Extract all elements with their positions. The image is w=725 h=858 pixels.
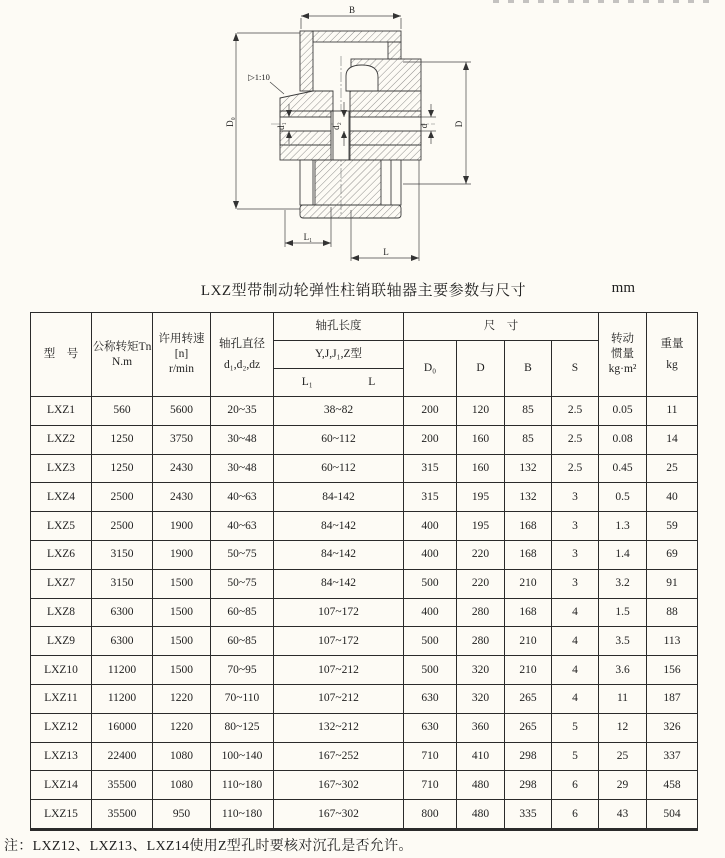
cell-S: 3: [552, 540, 599, 569]
cell-speed: 2430: [153, 454, 211, 483]
cell-S: 4: [552, 684, 599, 713]
col-header-inertia: 转动 惯量 kg·m²: [599, 313, 647, 397]
cell-bore_len: 60~112: [274, 454, 404, 483]
cell-inertia: 1.3: [599, 512, 647, 541]
cell-D0: 500: [404, 656, 457, 685]
cell-speed: 1500: [153, 569, 211, 598]
cell-torque: 11200: [92, 684, 153, 713]
cell-bore_dia: 70~110: [211, 684, 274, 713]
cell-weight: 69: [647, 540, 698, 569]
table-header: [31, 313, 698, 397]
cell-D: 480: [457, 771, 505, 800]
cell-B: 85: [505, 397, 552, 426]
cell-model: LXZ9: [31, 627, 92, 656]
cell-speed: 1080: [153, 742, 211, 771]
cell-torque: 560: [92, 397, 153, 426]
cell-weight: 504: [647, 800, 698, 830]
col-header-B: B: [505, 341, 552, 397]
table-row: [31, 771, 698, 800]
footnote: 注：LXZ12、LXZ13、LXZ14使用Z型孔时要核对沉孔是否允许。: [4, 839, 413, 854]
col-header-L: L: [368, 376, 376, 389]
cell-inertia: 0.5: [599, 483, 647, 512]
cell-D: 280: [457, 627, 505, 656]
cell-bore_dia: 110~180: [211, 771, 274, 800]
cell-inertia: 3.2: [599, 569, 647, 598]
cell-S: 6: [552, 771, 599, 800]
cell-model: LXZ15: [31, 800, 92, 830]
cell-torque: 6300: [92, 627, 153, 656]
cell-weight: 458: [647, 771, 698, 800]
cell-weight: 11: [647, 397, 698, 426]
cell-D0: 500: [404, 569, 457, 598]
col-header-L1: L₁: [301, 376, 313, 389]
cell-torque: 16000: [92, 713, 153, 742]
cell-B: 85: [505, 425, 552, 454]
cell-model: LXZ11: [31, 684, 92, 713]
cell-bore_len: 60~112: [274, 425, 404, 454]
cell-torque: 22400: [92, 742, 153, 771]
cell-bore_len: 84~142: [274, 512, 404, 541]
cell-bore_len: 84~142: [274, 569, 404, 598]
cell-weight: 326: [647, 713, 698, 742]
cell-speed: 3750: [153, 425, 211, 454]
cell-bore_dia: 110~180: [211, 800, 274, 830]
cell-speed: 1220: [153, 713, 211, 742]
cell-bore_len: 167~252: [274, 742, 404, 771]
cell-bore_len: 38~82: [274, 397, 404, 426]
col-header-model: 型 号: [31, 313, 92, 397]
cell-speed: 1900: [153, 512, 211, 541]
cell-model: LXZ10: [31, 656, 92, 685]
cell-torque: 1250: [92, 454, 153, 483]
cell-inertia: 29: [599, 771, 647, 800]
cell-model: LXZ1: [31, 397, 92, 426]
cell-B: 168: [505, 598, 552, 627]
cell-S: 4: [552, 656, 599, 685]
cell-inertia: 1.5: [599, 598, 647, 627]
cell-speed: 1500: [153, 627, 211, 656]
cell-speed: 1080: [153, 771, 211, 800]
col-header-S: S: [552, 341, 599, 397]
cell-torque: 35500: [92, 800, 153, 830]
cell-bore_len: 107~212: [274, 656, 404, 685]
pin-head-dome: [346, 65, 378, 91]
cell-bore_dia: 60~85: [211, 598, 274, 627]
cell-weight: 337: [647, 742, 698, 771]
cell-inertia: 0.05: [599, 397, 647, 426]
cell-S: 5: [552, 742, 599, 771]
cell-bore_len: 107~172: [274, 598, 404, 627]
col-header-weight: 重量 kg: [647, 313, 698, 397]
cell-model: LXZ12: [31, 713, 92, 742]
cell-D: 220: [457, 540, 505, 569]
dim-label-d2: d₂: [331, 122, 341, 130]
cell-bore_dia: 80~125: [211, 713, 274, 742]
cell-model: LXZ2: [31, 425, 92, 454]
cell-inertia: 1.4: [599, 540, 647, 569]
cell-D: 195: [457, 483, 505, 512]
cell-D0: 200: [404, 425, 457, 454]
table-row: [31, 454, 698, 483]
cell-torque: 11200: [92, 656, 153, 685]
title-row: [30, 279, 697, 299]
col-header-D: D: [457, 341, 505, 397]
bottom-cap: [300, 205, 401, 218]
cell-speed: 1900: [153, 540, 211, 569]
cell-model: LXZ6: [31, 540, 92, 569]
col-header-L1-L: [274, 369, 404, 397]
cell-bore_dia: 60~85: [211, 627, 274, 656]
cell-B: 210: [505, 656, 552, 685]
cell-S: 3: [552, 483, 599, 512]
cell-B: 168: [505, 540, 552, 569]
cell-bore_dia: 100~140: [211, 742, 274, 771]
cell-speed: 5600: [153, 397, 211, 426]
cell-B: 265: [505, 713, 552, 742]
dim-label-L1: L₁: [303, 232, 313, 242]
dim-label-taper: ▷1:10: [248, 72, 270, 82]
table-row: [31, 483, 698, 512]
cell-speed: 1500: [153, 656, 211, 685]
cell-B: 298: [505, 771, 552, 800]
cell-S: 4: [552, 627, 599, 656]
table-row: [31, 800, 698, 830]
cell-torque: 35500: [92, 771, 153, 800]
cell-D: 160: [457, 454, 505, 483]
cell-weight: 14: [647, 425, 698, 454]
cell-B: 132: [505, 454, 552, 483]
cell-D: 120: [457, 397, 505, 426]
cell-D0: 400: [404, 540, 457, 569]
cell-S: 3: [552, 512, 599, 541]
cell-B: 298: [505, 742, 552, 771]
cell-bore_len: 167~302: [274, 800, 404, 830]
elastic-pin-shank: [333, 111, 349, 160]
cell-torque: 2500: [92, 512, 153, 541]
page-title: LXZ型带制动轮弹性柱销联轴器主要参数与尺寸: [200, 283, 527, 299]
cell-weight: 156: [647, 656, 698, 685]
cell-bore_dia: 30~48: [211, 454, 274, 483]
cell-torque: 3150: [92, 569, 153, 598]
cell-model: LXZ3: [31, 454, 92, 483]
cell-bore_dia: 40~63: [211, 483, 274, 512]
col-header-speed: 许用转速 [n] r/min: [153, 313, 211, 397]
section-shapes: [280, 31, 421, 218]
cell-B: 265: [505, 684, 552, 713]
cell-bore_len: 132~212: [274, 713, 404, 742]
cell-D0: 315: [404, 454, 457, 483]
cell-D: 320: [457, 656, 505, 685]
cell-bore_len: 107~212: [274, 684, 404, 713]
cell-S: 2.5: [552, 397, 599, 426]
cell-model: LXZ5: [31, 512, 92, 541]
cell-D0: 200: [404, 397, 457, 426]
table-row: [31, 397, 698, 426]
cell-model: LXZ4: [31, 483, 92, 512]
table-row: [31, 656, 698, 685]
cell-bore_dia: 70~95: [211, 656, 274, 685]
cell-inertia: 0.45: [599, 454, 647, 483]
cell-D: 320: [457, 684, 505, 713]
cell-speed: 1220: [153, 684, 211, 713]
cell-inertia: 0.08: [599, 425, 647, 454]
col-header-torque: 公称转矩Tn N.m: [92, 313, 153, 397]
cell-S: 6: [552, 800, 599, 830]
dim-label-L: L: [383, 247, 389, 257]
cell-D: 360: [457, 713, 505, 742]
cell-D0: 400: [404, 598, 457, 627]
cell-B: 168: [505, 512, 552, 541]
cell-D0: 710: [404, 742, 457, 771]
cell-weight: 113: [647, 627, 698, 656]
cell-B: 210: [505, 569, 552, 598]
table-row: [31, 684, 698, 713]
cell-inertia: 43: [599, 800, 647, 830]
cell-D: 480: [457, 800, 505, 830]
dim-label-d1: d₁: [276, 122, 286, 130]
cell-weight: 59: [647, 512, 698, 541]
cell-weight: 91: [647, 569, 698, 598]
cell-bore_dia: 30~48: [211, 425, 274, 454]
cell-S: 3: [552, 569, 599, 598]
table-row: [31, 512, 698, 541]
cell-speed: 2430: [153, 483, 211, 512]
cell-model: LXZ13: [31, 742, 92, 771]
cell-S: 2.5: [552, 454, 599, 483]
col-header-bore-diameter: 轴孔直径 d₁,d₂,dz: [211, 313, 274, 397]
cell-D0: 630: [404, 684, 457, 713]
parameters-table: [30, 312, 698, 831]
cell-inertia: 12: [599, 713, 647, 742]
col-header-hole-types: Y,J,J₁,Z型: [274, 341, 404, 369]
cell-weight: 88: [647, 598, 698, 627]
cell-bore_len: 167~302: [274, 771, 404, 800]
cell-D0: 500: [404, 627, 457, 656]
cropped-text-fragment: [493, 0, 709, 3]
cell-weight: 25: [647, 454, 698, 483]
cell-D0: 800: [404, 800, 457, 830]
cell-S: 4: [552, 598, 599, 627]
cell-D0: 400: [404, 512, 457, 541]
cell-torque: 3150: [92, 540, 153, 569]
unit-label: mm: [611, 280, 635, 296]
cell-B: 132: [505, 483, 552, 512]
cell-inertia: 25: [599, 742, 647, 771]
cell-bore_len: 84-142: [274, 483, 404, 512]
cell-inertia: 3.6: [599, 656, 647, 685]
coupling-drawing-svg: [223, 0, 495, 270]
cell-speed: 1500: [153, 598, 211, 627]
table-row: [31, 598, 698, 627]
cell-D0: 315: [404, 483, 457, 512]
cell-S: 5: [552, 713, 599, 742]
cell-torque: 1250: [92, 425, 153, 454]
cell-bore_dia: 50~75: [211, 569, 274, 598]
dim-label-d: d: [419, 123, 429, 129]
cell-bore_len: 107~172: [274, 627, 404, 656]
cell-model: LXZ7: [31, 569, 92, 598]
table-row: [31, 627, 698, 656]
cell-weight: 40: [647, 483, 698, 512]
col-header-D0: D₀: [404, 341, 457, 397]
cell-model: LXZ14: [31, 771, 92, 800]
cell-D: 220: [457, 569, 505, 598]
cell-bore_dia: 50~75: [211, 540, 274, 569]
cell-D0: 710: [404, 771, 457, 800]
cell-S: 2.5: [552, 425, 599, 454]
cell-model: LXZ8: [31, 598, 92, 627]
cell-torque: 2500: [92, 483, 153, 512]
cell-bore_dia: 40~63: [211, 512, 274, 541]
table-row: [31, 713, 698, 742]
table-row: [31, 569, 698, 598]
table-body: [31, 397, 698, 830]
dim-label-D0: D₀: [225, 117, 235, 127]
dim-label-D: D: [454, 120, 464, 128]
table-row: [31, 540, 698, 569]
table-row: [31, 742, 698, 771]
cell-inertia: 11: [599, 684, 647, 713]
cell-D: 160: [457, 425, 505, 454]
left-flange-taper: [280, 91, 333, 111]
col-header-bore-length: 轴孔长度: [274, 313, 404, 341]
dim-label-B: B: [348, 5, 356, 15]
cell-speed: 950: [153, 800, 211, 830]
cell-B: 335: [505, 800, 552, 830]
cell-inertia: 3.5: [599, 627, 647, 656]
coupling-section-drawing: [223, 0, 495, 270]
cell-B: 210: [505, 627, 552, 656]
cell-D: 410: [457, 742, 505, 771]
cell-torque: 6300: [92, 598, 153, 627]
cell-D0: 630: [404, 713, 457, 742]
cell-weight: 187: [647, 684, 698, 713]
col-header-size-group: 尺 寸: [404, 313, 599, 341]
cell-bore_len: 84~142: [274, 540, 404, 569]
cell-D: 280: [457, 598, 505, 627]
table-row: [31, 425, 698, 454]
cell-D: 195: [457, 512, 505, 541]
cell-bore_dia: 20~35: [211, 397, 274, 426]
